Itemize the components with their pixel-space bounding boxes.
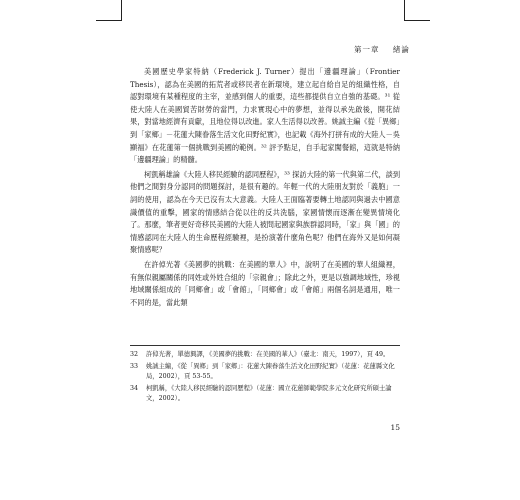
page-number: 15 xyxy=(390,423,400,432)
footnote-text: 姚誠主編，《從「異鄉」到「家鄉」：花蓮大陳眷落生活文化田野紀實》（花蓮：花蓮縣文化局，2002），頁 53-55。 xyxy=(146,363,395,380)
crop-mark-top-left-v xyxy=(121,0,122,20)
footnote xyxy=(130,350,400,360)
footnote xyxy=(130,384,400,404)
running-head xyxy=(354,44,410,55)
footnote-text: 柯凱稱，《大陸人移民經驗的認同歷程》（花蓮：國立花蓮師範學院多元文化研究所碩士論文，2002）。 xyxy=(146,385,392,402)
paragraph: 在許倬光著《美國夢的挑戰：在美國的華人》中，說明了在美國的華人組織裡，有無似親屬關係的同姓或外姓合組的「宗親會」；除此之外，更是以強調地域性，珍視地域關係組成的「同鄉會」或「會館」，「同鄉會」或「會館」兩個名詞是通用，唯一不同的是，當此類 xyxy=(130,259,400,307)
footnote-number: 34 xyxy=(130,385,139,392)
paragraph: 美國歷史學家特納（Frederick J. Turner）提出「邊疆理論」（Frontier Thesis），認為在美國的拓荒者或移民者在新環境，建立起自給自足的組織性格，自認對環境有某種程度的主宰，並感到個人的重要，這些都提供自立自強的基礎。³¹ 從使大陸人在美國貿苦財勞的當門，力求實現心中的夢想，並得以承先啟後，開花結果，對當地經濟有貢獻，且地位得以改進。家人生活得以改善。姚誠主編《從「異鄉」到「家鄉」－花蓮大陳眷落生活文化田野紀實》，也記載《海外打拼有成的大陸人－吳顯福》在花蓮第一個挑戰到美國的範例。³² 評予點足，自手起家闖餐館，這就是特納「邊疆理論」的精髓。 xyxy=(130,67,400,165)
footnote-number: 33 xyxy=(130,363,139,370)
running-head-title: 緒論 xyxy=(392,45,410,54)
crop-mark-top-right-v xyxy=(404,0,405,20)
paragraph: 柯凱稱雄論《大陸人移民經驗的認同歷程》，³³ 探訪大陸的第一代與第二代，談到他們之間對身分認同的問題探討，是很有趣的。年輕一代的大陸朋友對於「義胞」一詞的使用，認為在今天已沒有太大意義。大陸人王面臨著要轉土地認同與過去中國意識價值的重擊，國家的情感結合從以往的反共洗腦，家國情懷而逐漸在變異情境化了。那麼，筆者更好奇移民美國的大陸人被問起國家與族群認同時，「家」與「國」的情感認同在大陸人的生命歷程經驗裡，是扮演著什麼角色呢？他們在海外又是如何凝聚情感呢？ xyxy=(130,169,401,255)
body-text xyxy=(130,66,400,311)
footnotes xyxy=(130,345,400,406)
crop-mark-top-left-h xyxy=(96,20,122,21)
footnote-text: 許倬光著，單德興譯，《美國夢的挑戰：在美國的華人》（臺北：南天，1997），頁 49。 xyxy=(146,351,390,358)
footnote-number: 32 xyxy=(130,351,139,358)
crop-mark-top-right-h xyxy=(404,20,430,21)
footnote xyxy=(130,362,400,382)
running-head-chapter: 第一章 xyxy=(354,45,380,54)
